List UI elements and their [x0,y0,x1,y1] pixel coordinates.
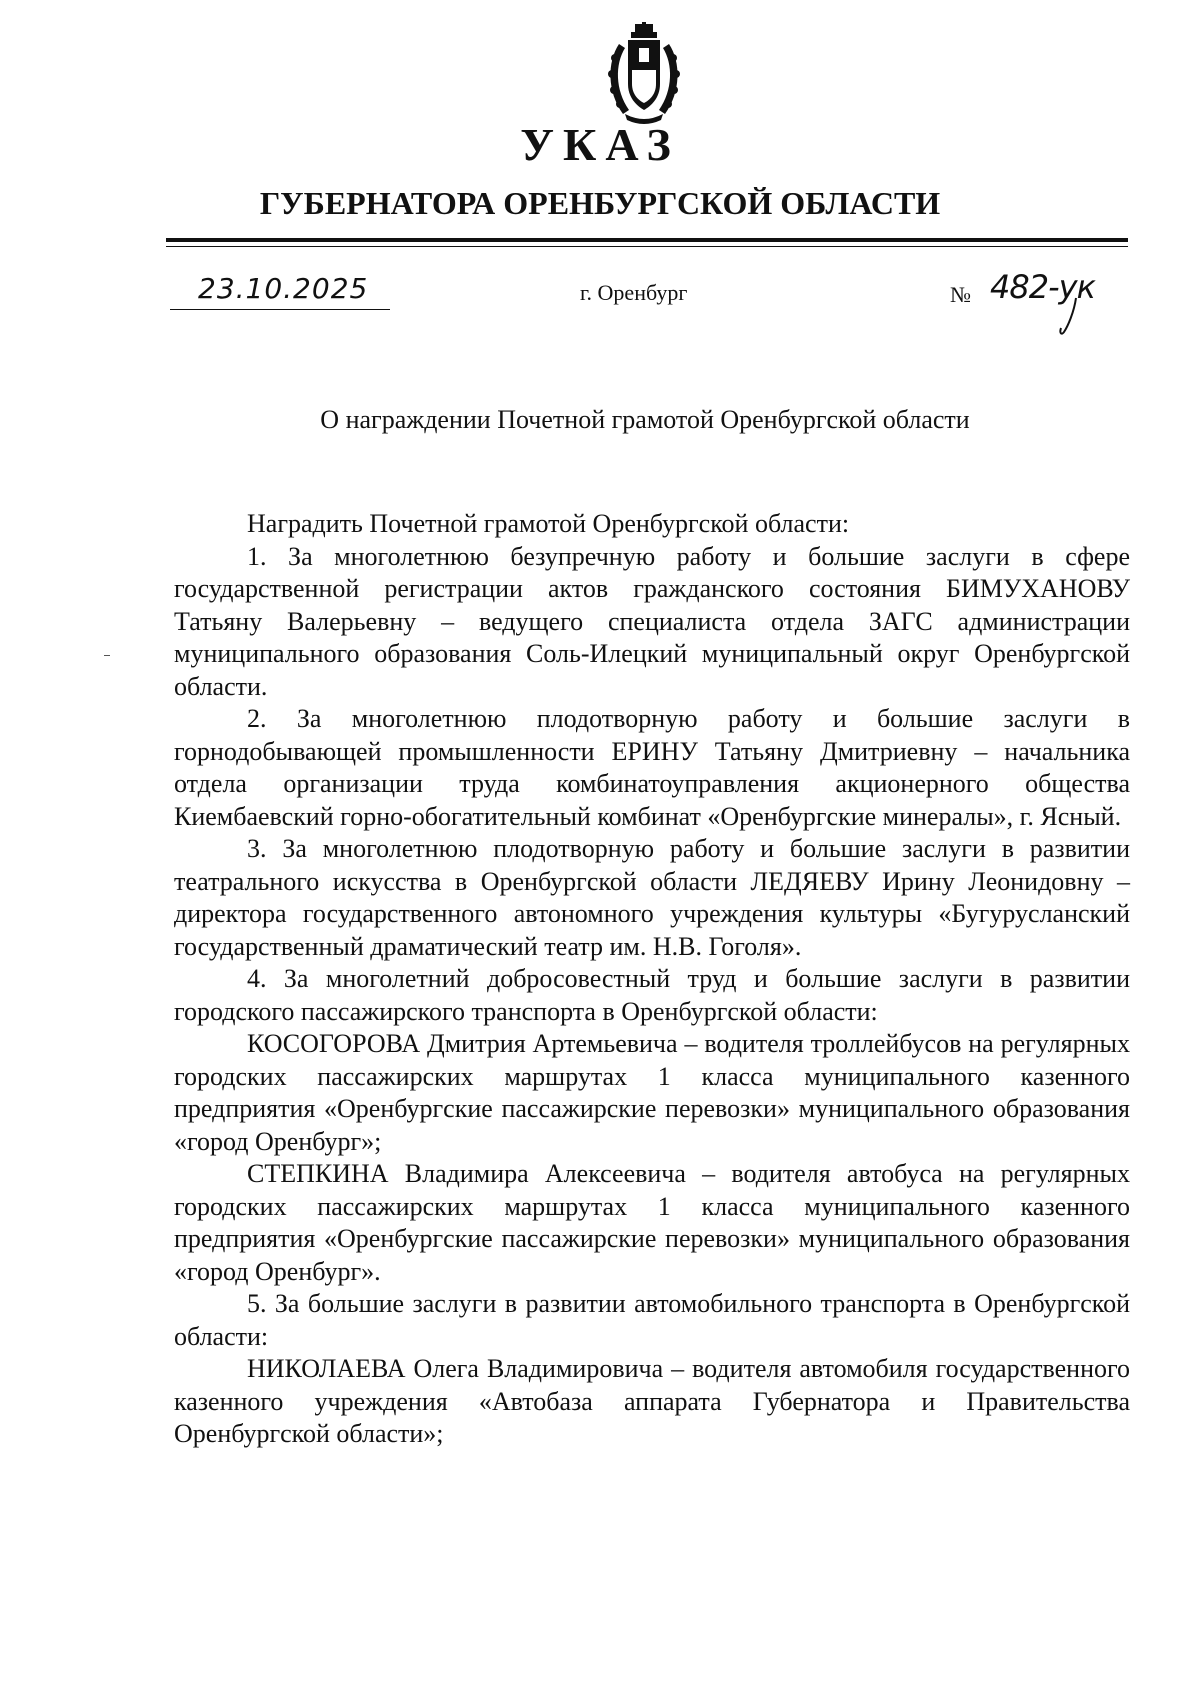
orenburg-coat-of-arms-icon [601,22,687,124]
body-intro: Наградить Почетной грамотой Оренбургской области: [247,509,850,538]
decree-subject: О награждении Почетной грамотой Оренбургской области [320,405,970,434]
header-divider-thin [166,246,1128,247]
decree-city: г. Оренбург [580,280,688,305]
body-item-4: 4. За многолетний добросовестный труд и большие заслуги в развитии городского пассажирского транспорта в Оренбургской области: [174,964,1130,1026]
body-item-1: 1. За многолетнюю безупречную работу и большие заслуги в сфере государственной регистрации актов гражданского состояния БИМУХАНОВУ Татьяну Валерьевну – ведущего специалиста отдела ЗАГС администрации муниципального образования Соль-Илецкий муниципальный округ Оренбургской области. [174,541,1130,701]
header-divider-thick [166,238,1128,242]
margin-mark [104,655,110,656]
date-underline [170,309,390,310]
body-item-5-person-1: НИКОЛАЕВА Олега Владимировича – водителя автомобиля государственного казенного учреждения «Автобаза аппарата Губернатора и Правительства Оренбургской области»; [174,1354,1130,1448]
decree-number [950,268,1140,338]
decree-date [170,272,390,312]
body-item-3: 3. За многолетнюю плодотворную работу и большие заслуги в развитии театрального искусства в Оренбургской области ЛЕДЯЕВУ Ирину Леонидовну – директора государственного автономного учреждения культуры «Бугурусланский государственный драматический театр им. Н.В. Гоголя». [174,834,1130,961]
body-item-5: 5. За большие заслуги в развитии автомобильного транспорта в Оренбургской области: [174,1289,1130,1351]
decree-number-value: 482-ук [990,268,1095,306]
body-item-2: 2. За многолетнюю плодотворную работу и большие заслуги в горнодобывающей промышленности ЕРИНУ Татьяну Дмитриевну – начальника отдела организации труда комбинатоуправления акционерного общества Киембаевский горно-обогатительный комбинат «Оренбургские минералы», г. Ясный. [174,704,1130,831]
body-item-4-person-2: СТЕПКИНА Владимира Алексеевича – водителя автобуса на регулярных городских пассажирских маршрутах 1 класса муниципального казенного предприятия «Оренбургские пассажирские перевозки» муниципального образования «город Оренбург». [174,1159,1130,1286]
decree-body [174,508,1130,1451]
decree-date-value: 23.10.2025 [198,272,369,305]
handwriting-flourish-icon [1054,292,1094,336]
document-title: УКАЗ [520,119,680,170]
document-subtitle: ГУБЕРНАТОРА ОРЕНБУРГСКОЙ ОБЛАСТИ [259,185,941,221]
number-sign: № [950,282,971,307]
body-item-4-person-1: КОСОГОРОВА Дмитрия Артемьевича – водителя троллейбусов на регулярных городских пассажирских маршрутах 1 класса муниципального казенного предприятия «Оренбургские пассажирские перевозки» муниципального образования «город Оренбург»; [174,1029,1130,1156]
